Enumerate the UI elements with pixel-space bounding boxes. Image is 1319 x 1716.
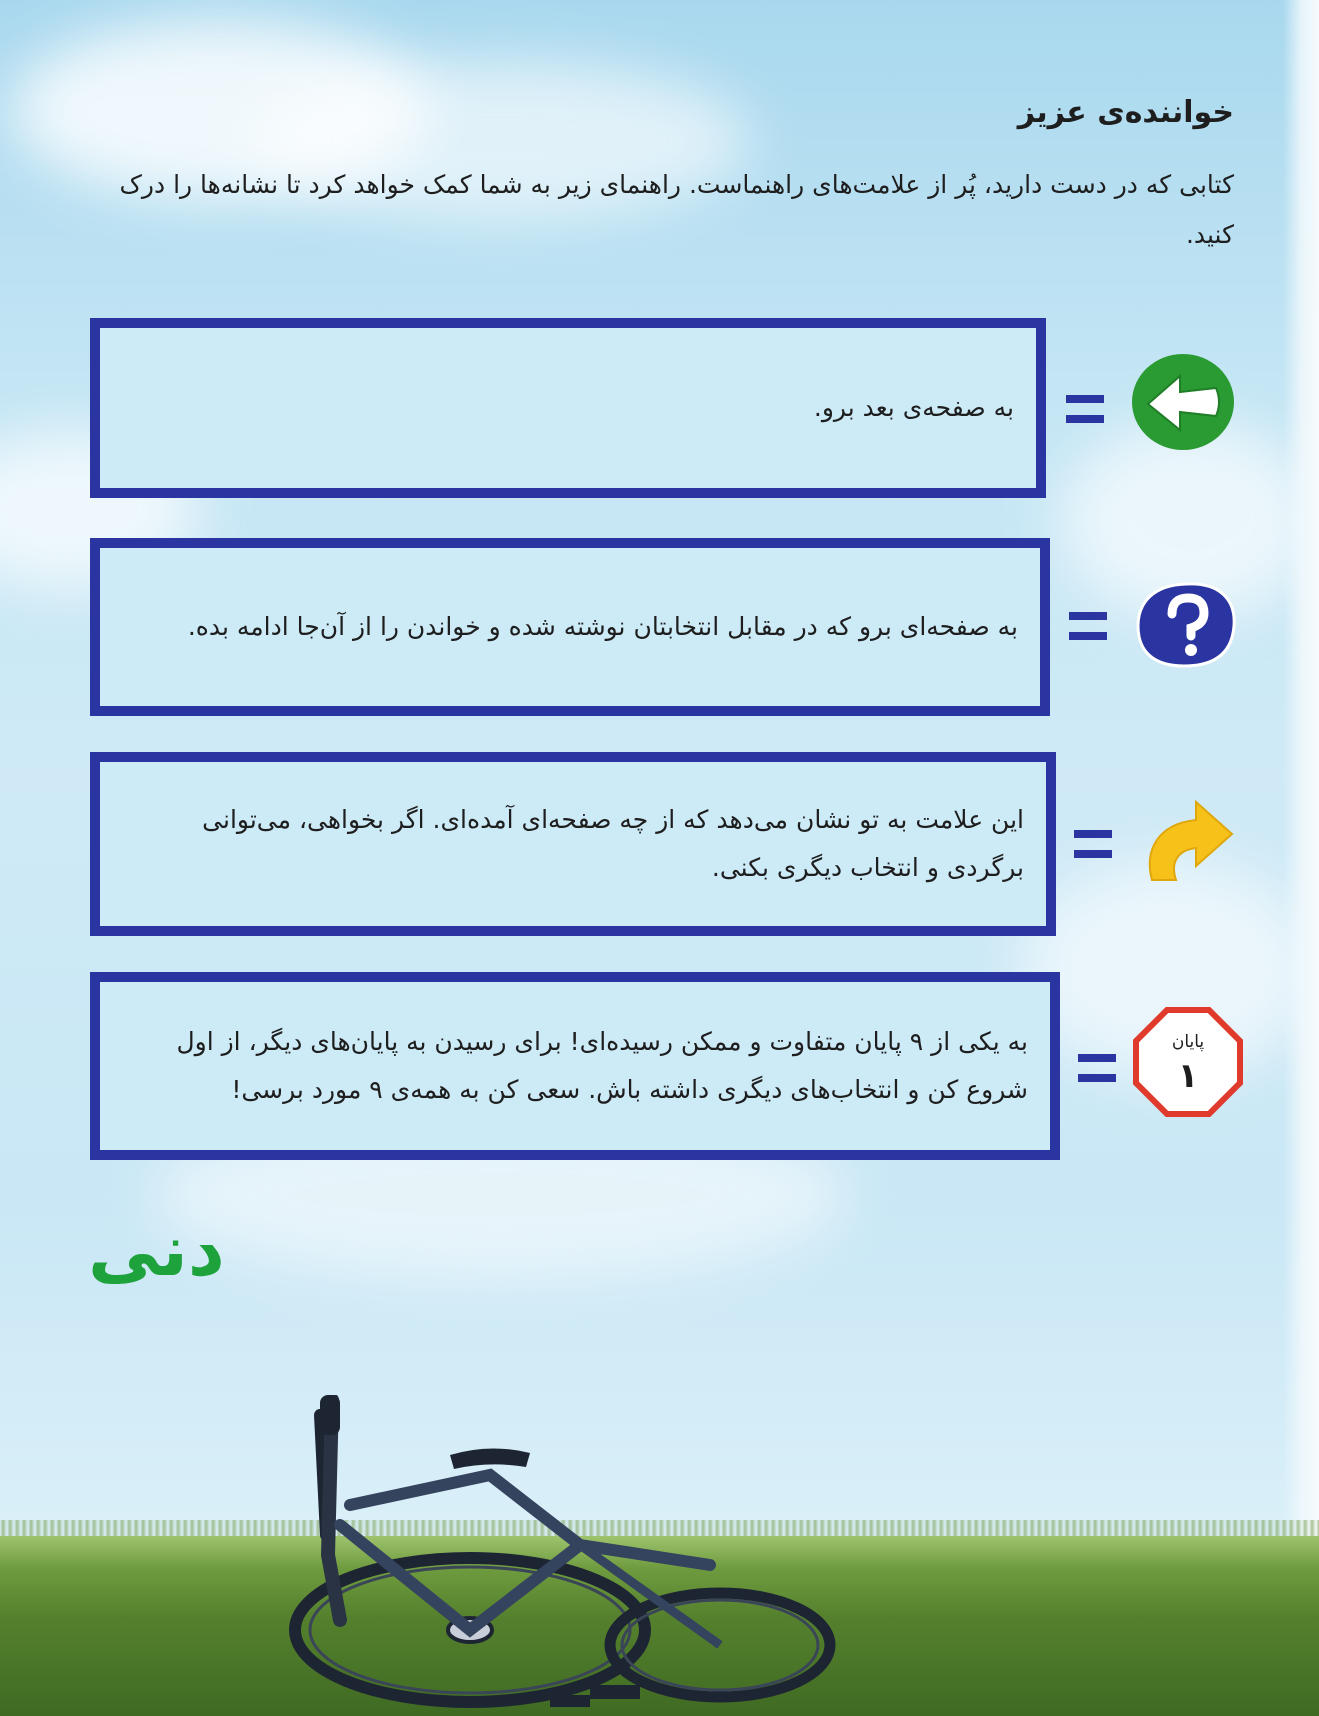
intro-paragraph: کتابی که در دست دارید، پُر از علامت‌های راهنماست. راهنمای زیر به شما کمک خواهد کرد تا نشانه‌ها را درک کنید. (119, 170, 1234, 249)
yellow-return-arrow-icon (1140, 790, 1240, 888)
ending-label: پایان (1171, 1032, 1205, 1052)
legend-box-next-page (90, 318, 1046, 498)
equals-sign (1074, 830, 1112, 858)
ending-number: ۱ (1177, 1056, 1199, 1096)
legend-text: این علامت به تو نشان می‌دهد که از چه صفحه‌ای آمده‌ای. اگر بخواهی، می‌توانی برگردی و انتخاب دیگری بکنی. (202, 805, 1024, 882)
book-spine-shading (1283, 0, 1319, 1716)
legend-box-return (90, 752, 1056, 936)
equals-sign (1066, 395, 1104, 423)
green-arrow-left-icon (1128, 350, 1238, 454)
legend-text: به صفحه‌ای برو که در مقابل انتخابتان نوشته شده و خواندن را از آن‌جا ادامه بده. (187, 612, 1018, 641)
bicycle-illustration (280, 1395, 860, 1715)
blue-question-mark-icon (1134, 580, 1238, 670)
page-heading: خواننده‌ی عزیز (1017, 95, 1234, 130)
legend-text: به صفحه‌ی بعد برو. (813, 393, 1014, 422)
equals-sign (1069, 612, 1107, 640)
red-octagon-ending-icon (1132, 1006, 1244, 1118)
legend-box-go-to-page (90, 538, 1050, 716)
legend-text: به یکی از ۹ پایان متفاوت و ممکن رسیده‌ای! برای رسیدن به پایان‌های دیگر، از اول شروع کن و انتخاب‌های دیگری داشته باش. سعی کن به همه‌ی ۹ مورد برسی! (176, 1027, 1028, 1104)
legend-box-ending (90, 972, 1060, 1160)
dani-logo: دنی (88, 1208, 225, 1292)
equals-sign (1078, 1054, 1116, 1082)
